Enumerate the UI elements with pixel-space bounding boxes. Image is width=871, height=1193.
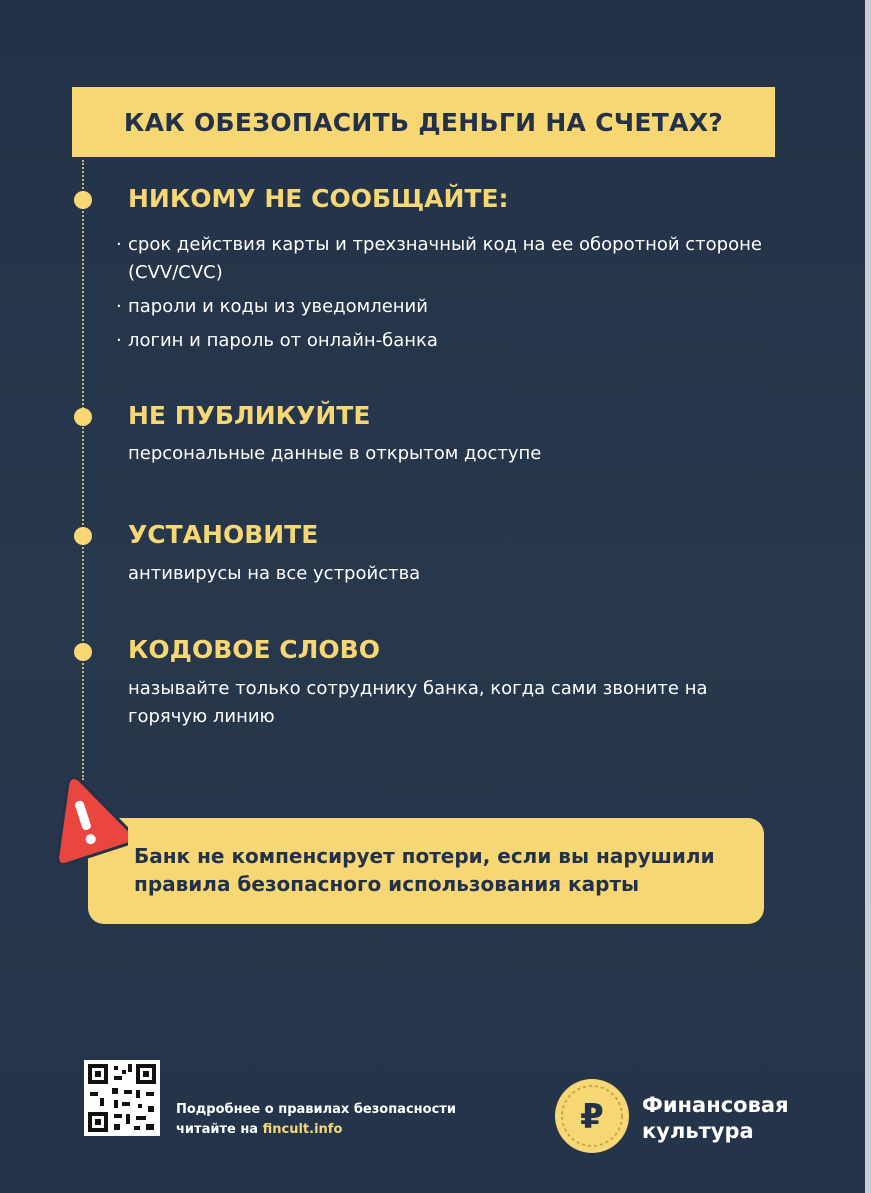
title-banner (72, 87, 775, 157)
brand-line1: Финансовая (642, 1093, 789, 1117)
page-edge (865, 0, 871, 1193)
footer-line2-prefix: читайте на (176, 1122, 259, 1137)
footer-info (176, 1100, 516, 1140)
section-heading-code-word: КОДОВОЕ СЛОВО (128, 635, 380, 664)
timeline-dot (74, 527, 92, 545)
qr-code (84, 1060, 160, 1136)
ruble-symbol: ₽ (580, 1097, 604, 1137)
brand-logo-text (642, 1092, 842, 1144)
section-heading-do-not-publish: НЕ ПУБЛИКУЙТЕ (128, 401, 371, 430)
footer-line1: Подробнее о правилах безопасности (176, 1102, 456, 1117)
section-text-code-word: называйте только сотруднику банка, когда сами звоните на горячую линию (128, 678, 708, 727)
warning-icon (42, 770, 128, 866)
timeline-dot (74, 408, 92, 426)
list-item: · срок действия карты и трехзначный код на ее оборотной стороне (CVV/CVC) (116, 231, 766, 287)
list-item: · пароли и коды из уведомлений (116, 293, 766, 321)
do-not-share-list (116, 231, 766, 361)
section-heading-install: УСТАНОВИТЕ (128, 520, 319, 549)
section-text-do-not-publish: персональные данные в открытом доступе (128, 443, 542, 464)
section-text-install: антивирусы на все устройства (128, 563, 421, 584)
page-title: КАК ОБЕЗОПАСИТЬ ДЕНЬГИ НА СЧЕТАХ? (123, 107, 724, 137)
list-item: · логин и пароль от онлайн-банка (116, 327, 766, 355)
ruble-coin-icon (554, 1078, 630, 1154)
timeline-line (82, 160, 84, 780)
timeline-dot (74, 191, 92, 209)
warning-text: Банк не компенсирует потери, если вы нарушили правила безопасного использования карты (134, 844, 715, 896)
timeline-dot (74, 643, 92, 661)
brand-line2: культура (642, 1119, 754, 1143)
section-heading-do-not-share: НИКОМУ НЕ СООБЩАЙТЕ: (128, 184, 509, 213)
fincult-link[interactable]: fincult.info (262, 1122, 343, 1137)
